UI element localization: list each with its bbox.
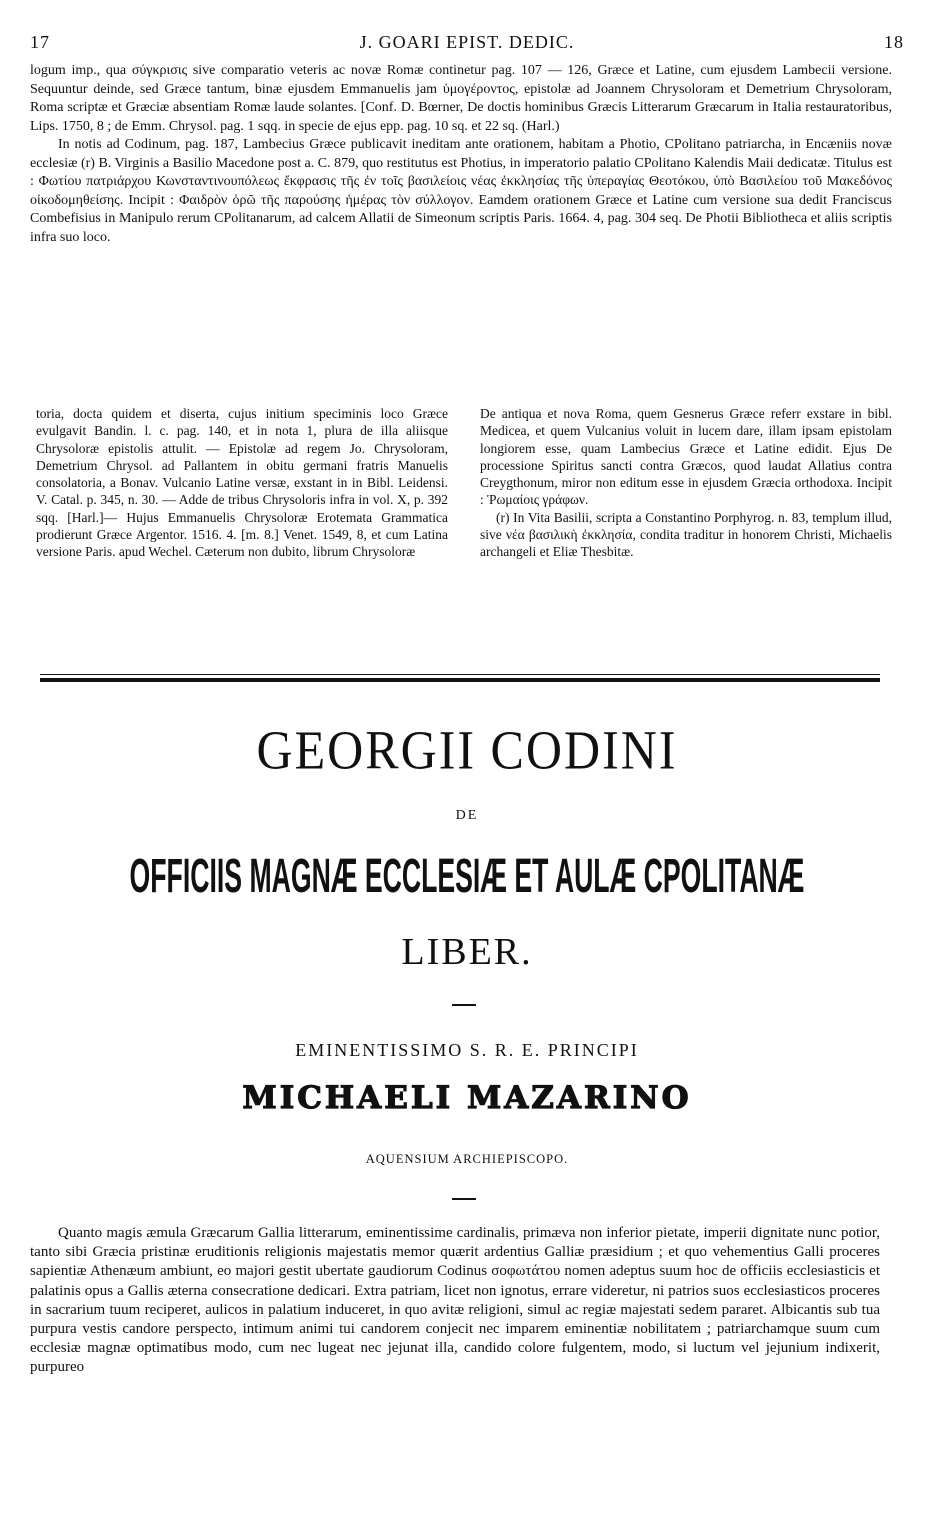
dedication-body (30, 1224, 880, 1378)
title-author: GEORGII CODINI (256, 719, 678, 781)
body-paragraph: Quanto magis æmula Græcarum Gallia litterarum, eminentissime cardinalis, primæva non inferior pietate, imperii dignitate nunc potior, tanto sibi Græcia pristinæ eruditionis religionis majestatis memor quærit ardentius Galliæ præsidium ; et quo vehementius Galli proceres sapientiæ Athenæum ambiunt, eo majori gestit ubertate gaudiorum Codinus σοφωτάτου nomen adeptus suum hoc de officiis ecclesiasticis et palatinis opus a Gallis æterna consecratione dedicari. Extra patriam, licet non ignotus, errare videretur, ni patrios suos ecclesiasticos proceres in sacrarium tuum reciperet, aulicos in palatium induceret, in quo avitæ religioni, simul ac regiæ majestati sedem pararet. Albicantis sub tua purpura vestis candore perspecto, intimum animi tui candorem conjecit nec imparem eminentiæ nobilitatem ; patriarchamque suum cum ecclesiæ magnæ optimatibus modo, cum nec lugeat nec jejunat illa, candido colore fulgentem, modo, si luctum vel jejunium indixerit, purpureo (30, 1225, 880, 1376)
footnote-right-text-2: (r) In Vita Basilii, scripta a Constantino Porphyrog. n. 83, templum illud, sive νέα βασιλικὴ ἐκκλησία, condita traditur in honorem Christi, Michaelis archangeli et Eliæ Thesbitæ. (480, 509, 892, 560)
page-number-left: 17 (30, 32, 50, 52)
footnote-right-text-1: De antiqua et nova Roma, quem Gesnerus Græce referr exstare in bibl. Medicea, et quem Vulcanius voluit in lucem dare, illam ipsam epistolam longiorem esse, quam Lambecius Græce et Latine edidit. Ejus De processione Spiritus sancti contra Græcos, quod laudat Allatius contra Creygthonum, miror non editum esse in ejusdem Græcia orthodoxa. Incipit : Ῥωμαίοις γράφων. (480, 406, 892, 508)
title-work: OFFICIIS MAGNÆ ECCLESIÆ ET AULÆ CPOLITANÆ (129, 847, 805, 903)
top-paragraph-1: logum imp., qua σύγκρισις sive comparatio veteris ac novæ Romæ continetur pag. 107 — 126, Græce et Latine, cum ejusdem Lambecii versione. Sequuntur deinde, sed Græce tantum, binæ ejusdem Emmanuelis jam ὑμογέροντος, epistolæ ad Joannem Chrysoloram et Demetrium Chrysoloram, Roma scriptæ et Græciæ absentiam Romæ laude solantes. [Conf. D. Bœrner, De doctis hominibus Græcis Litterarum Græcarum in Italia restauratoribus, Lips. 1750, 8 ; de Emm. Chrysol. pag. 1 sqq. in specie de ejus epp. pag. 10 sq. et 22 sq. (Harl.) (30, 63, 892, 134)
footnote-column-right (480, 405, 892, 561)
short-divider-2 (452, 1198, 476, 1200)
page-number-right: 18 (884, 32, 904, 52)
section-rule-thick (40, 678, 880, 682)
dedication-subtitle: AQUENSIUM ARCHIEPISCOPO. (365, 1152, 569, 1166)
top-paragraph-2: In notis ad Codinum, pag. 187, Lambecius Græce publicavit ineditam ante orationem, habitam a Photio, CPolitano patriarcha, in Encæniis novæ ecclesiæ (r) B. Virginis a Basilio Macedone post a. C. 879, quo restitutus est Photius, in imperatorio palatio CPolitano Kalendis Maii dedicatæ. Titulus est : Φωτίου πατριάρχου Κωνσταντινουπόλεως ἔκφρασις τῆς ἐν τοῖς βασιλείοις νέας ἐκκλησίας τῆς ὑπεραγίας Θεοτόκου, ὑπὸ Βασιλείου τοῦ Μακεδόνος οἰκοδομηθείσης. Incipit : Φαιδρὸν ὁρῶ τῆς παρούσης ἡμέρας τὸν σύλλογον. Eamdem orationem Græce et Latine cum versione sua dedit Franciscus Combefisius in Manipulo rerum CPolitanarum, ad calcem Allatii de Simeonum scriptis Paris. 1664. 4, pag. 304 seq. De Photii Bibliotheca et aliis scriptis infra suo loco. (30, 137, 892, 245)
continued-text-block (30, 62, 892, 247)
running-title: J. GOARI EPIST. DEDIC. (359, 32, 575, 52)
footnote-column-left (36, 405, 448, 561)
footnotes (36, 405, 892, 637)
title-de: DE (455, 808, 479, 823)
dedication-line: EMINENTISSIMO S. R. E. PRINCIPI (295, 1040, 639, 1060)
section-rule-thin (40, 674, 880, 675)
running-header (30, 32, 904, 56)
dedication-name: MICHAELI MAZARINO (242, 1080, 692, 1116)
title-liber: LIBER. (401, 931, 533, 973)
short-divider-1 (452, 1004, 476, 1006)
footnote-left-text: toria, docta quidem et diserta, cujus initium speciminis loco Græce evulgavit Bandin. l. c. pag. 140, et in nota 1, plura de illa aliisque Chrysoloræ epistolis attulit. — Epistolæ ad regem Jo. Chrysoloram, Demetrium Chrysol. ad Pallantem in obitu germani fratris Manuelis consolatoria, a Bonav. Vulcanio Latine versæ, exstant in in Bibl. Leidensi. V. Catal. p. 345, n. 30. — Adde de tribus Chrysoloris infra in vol. X, p. 392 sqq. [Harl.]— Hujus Emmanuelis Chrysoloræ Erotemata Grammatica prodierunt Græce Argentor. 1516. 4. [m. 8.] Venet. 1549, 8, et cum Latina versione Paris. apud Wechel. Cæterum non dubito, librum Chrysoloræ (36, 406, 448, 560)
